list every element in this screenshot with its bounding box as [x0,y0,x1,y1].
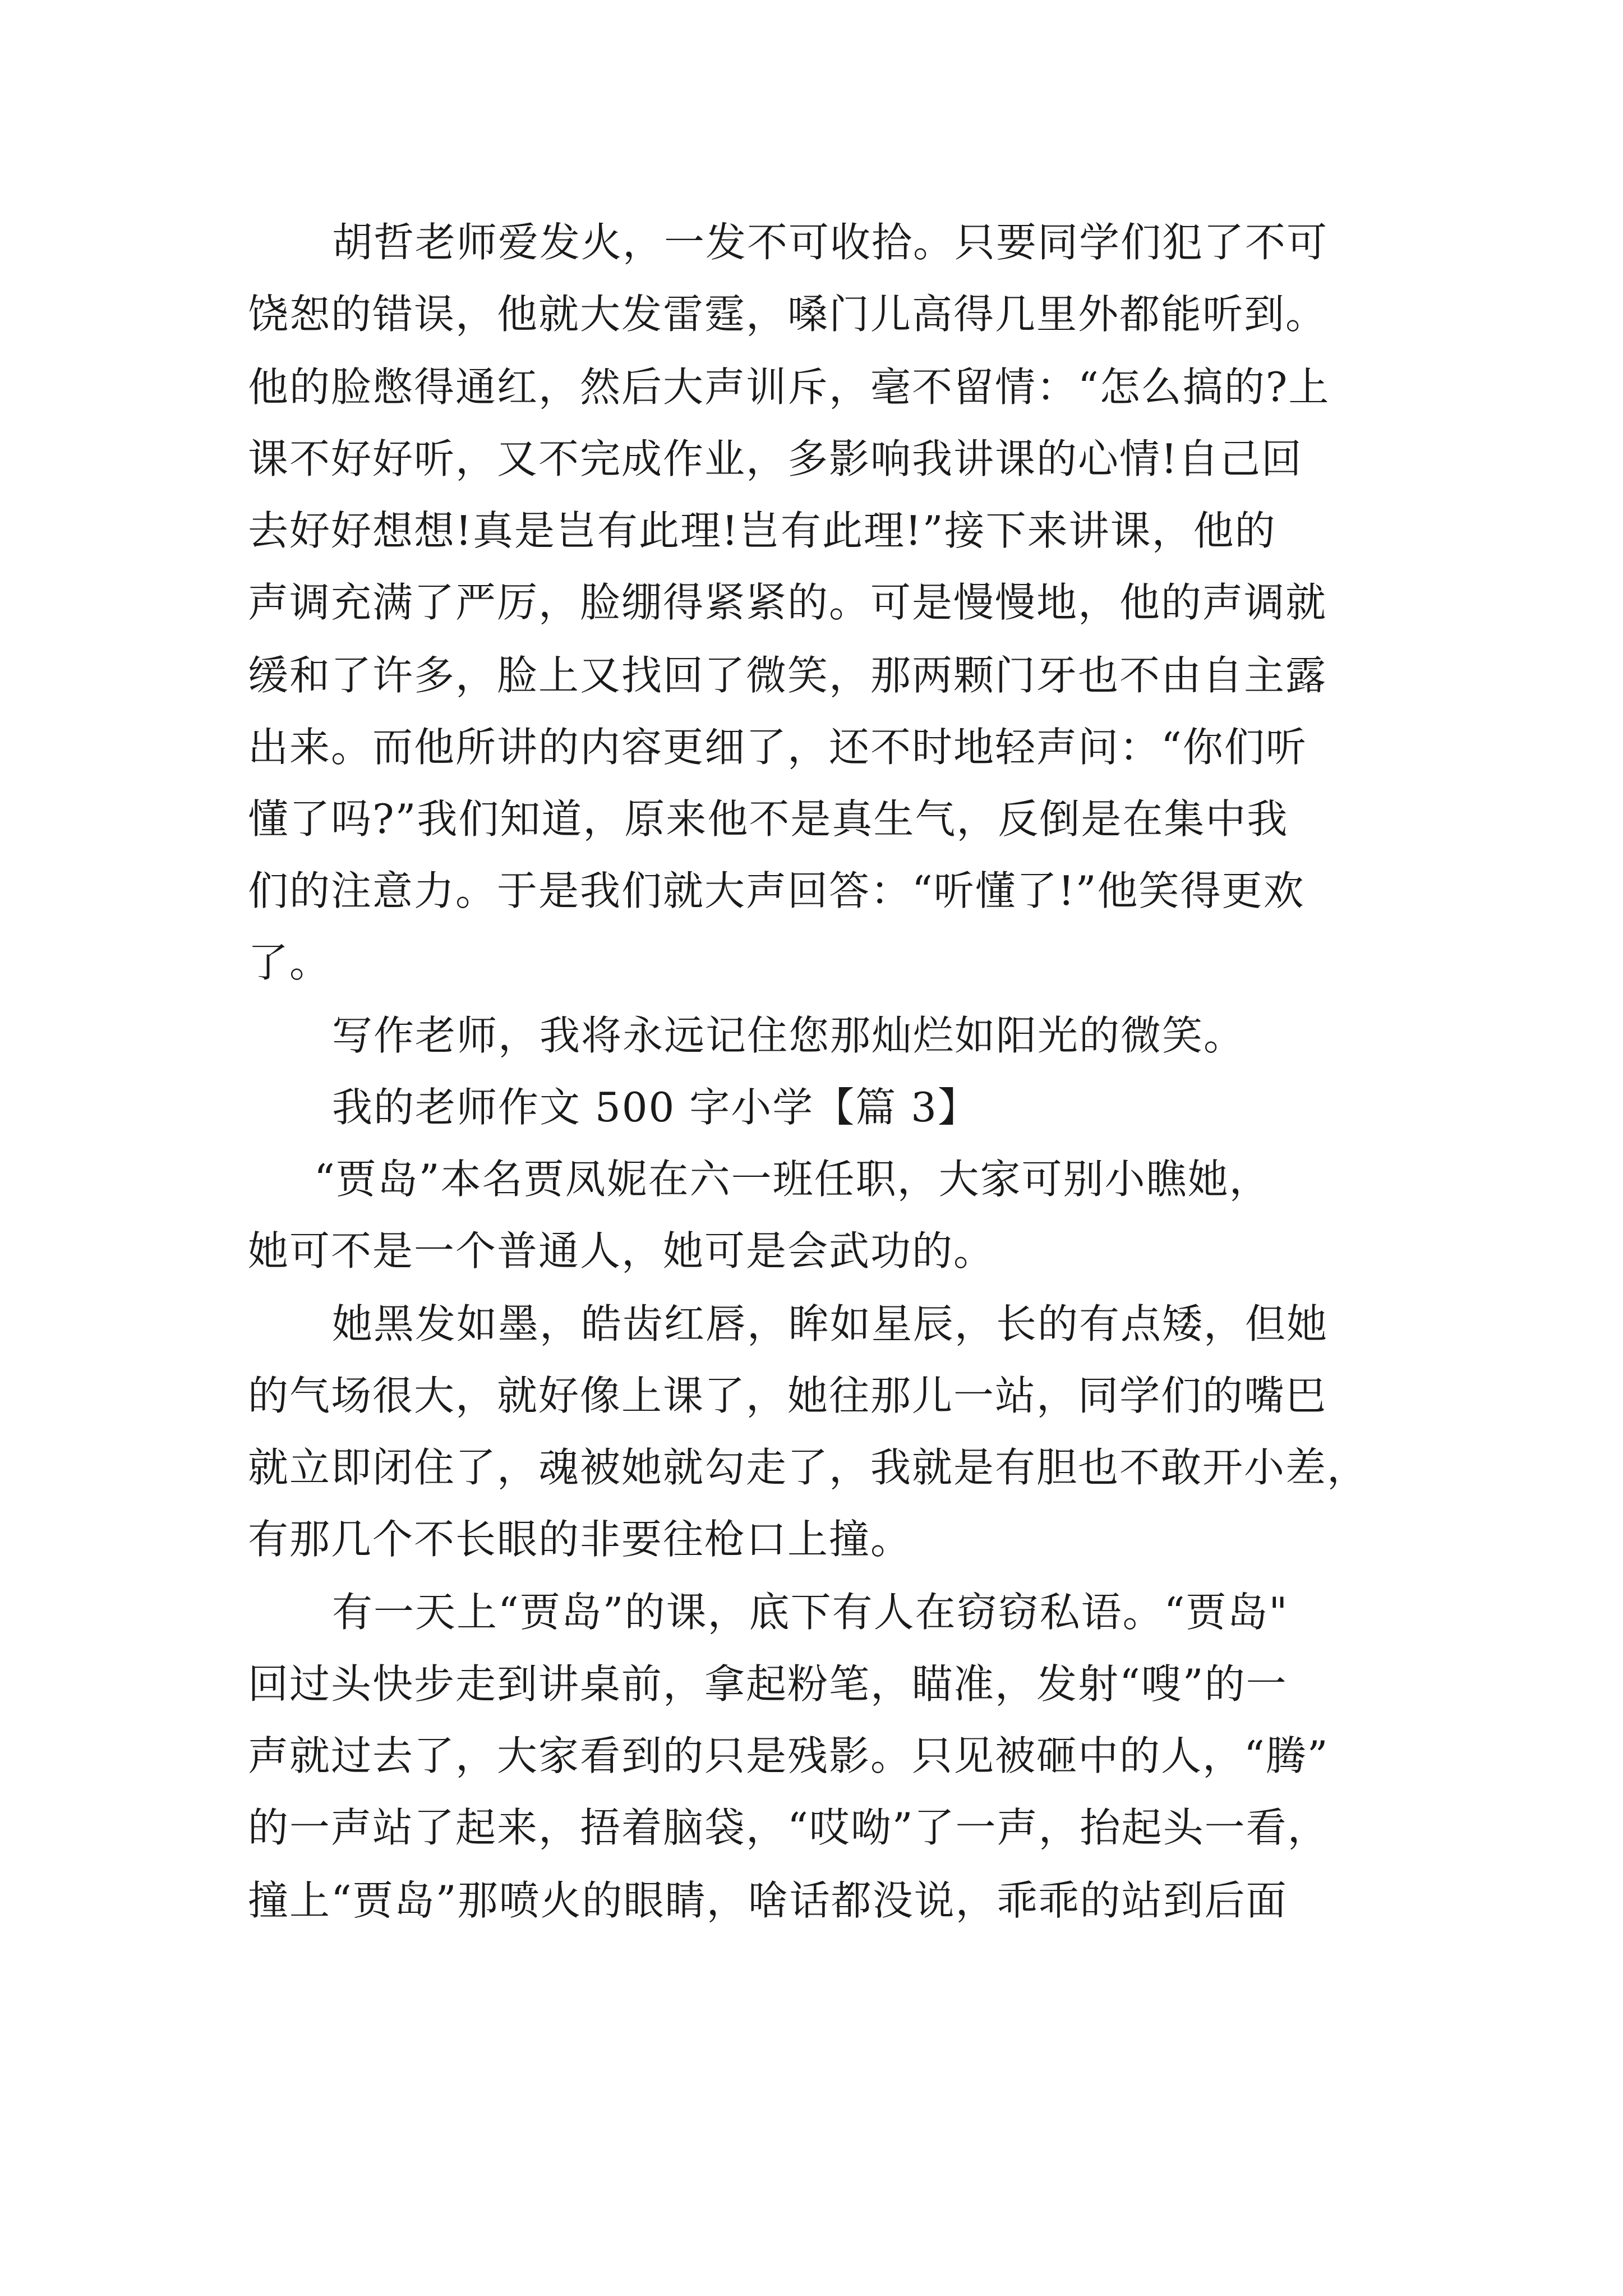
text-line: 声就过去了，大家看到的只是残影。只见被砸中的人，“腾” [248,1732,1329,1779]
text-line: 她黑发如墨，皓齿红唇，眸如星辰，长的有点矮，但她 [332,1300,1329,1347]
text-line: 懂了吗?”我们知道，原来他不是真生气，反倒是在集中我 [248,795,1289,843]
text-line: 去好好想想!真是岂有此理!岂有此理!”接下来讲课，他的 [248,507,1276,554]
text-line: 撞上“贾岛”那喷火的眼睛，啥话都没说，乖乖的站到后面 [248,1877,1288,1924]
text-line: 的气场很大，就好像上课了，她往那儿一站，同学们的嘴巴 [248,1372,1327,1419]
text-line: 有那几个不长眼的非要往枪口上撞。 [248,1516,912,1563]
text-line: 缓和了许多，脸上又找回了微笑，那两颗门牙也不由自主露 [248,652,1327,699]
text-line: 就立即闭住了，魂被她就勾走了，我就是有胆也不敢开小差， [248,1444,1369,1491]
text-line: 声调充满了严厉，脸绷得紧紧的。可是慢慢地，他的声调就 [248,579,1327,626]
text-line: 胡哲老师爱发火，一发不可收拾。只要同学们犯了不可 [332,219,1329,266]
text-line: 写作老师，我将永远记住您那灿烂如阳光的微笑。 [332,1012,1246,1059]
text-line: “贾岛”本名贾凤妮在六一班任职，大家可别小瞧她， [314,1156,1271,1203]
text-line: 们的注意力。于是我们就大声回答：“听懂了!”他笑得更欢 [248,867,1305,914]
text-line: 回过头快步走到讲桌前，拿起粉笔，瞄准，发射“嗖”的一 [248,1660,1288,1708]
text-line: 他的脸憋得通红，然后大声训斥，毫不留情：“怎么搞的?上 [248,364,1330,411]
text-line: 有一天上“贾岛”的课，底下有人在窃窃私语。“贾岛" [332,1589,1289,1636]
text-line: 她可不是一个普通人，她可是会武功的。 [248,1227,995,1274]
text-line: 课不好好听，又不完成作业，多影响我讲课的心情!自己回 [248,435,1303,482]
text-line: 的一声站了起来，捂着脑袋，“哎呦”了一声，抬起头一看， [248,1804,1329,1851]
text-line: 出来。而他所讲的内容更细了，还不时地轻声问：“你们听 [248,724,1307,771]
section-heading: 我的老师作文 500 字小学【篇 3】 [332,1084,979,1131]
text-line: 了。 [248,939,331,986]
text-line: 饶恕的错误，他就大发雷霆，嗓门儿高得几里外都能听到。 [248,291,1327,338]
